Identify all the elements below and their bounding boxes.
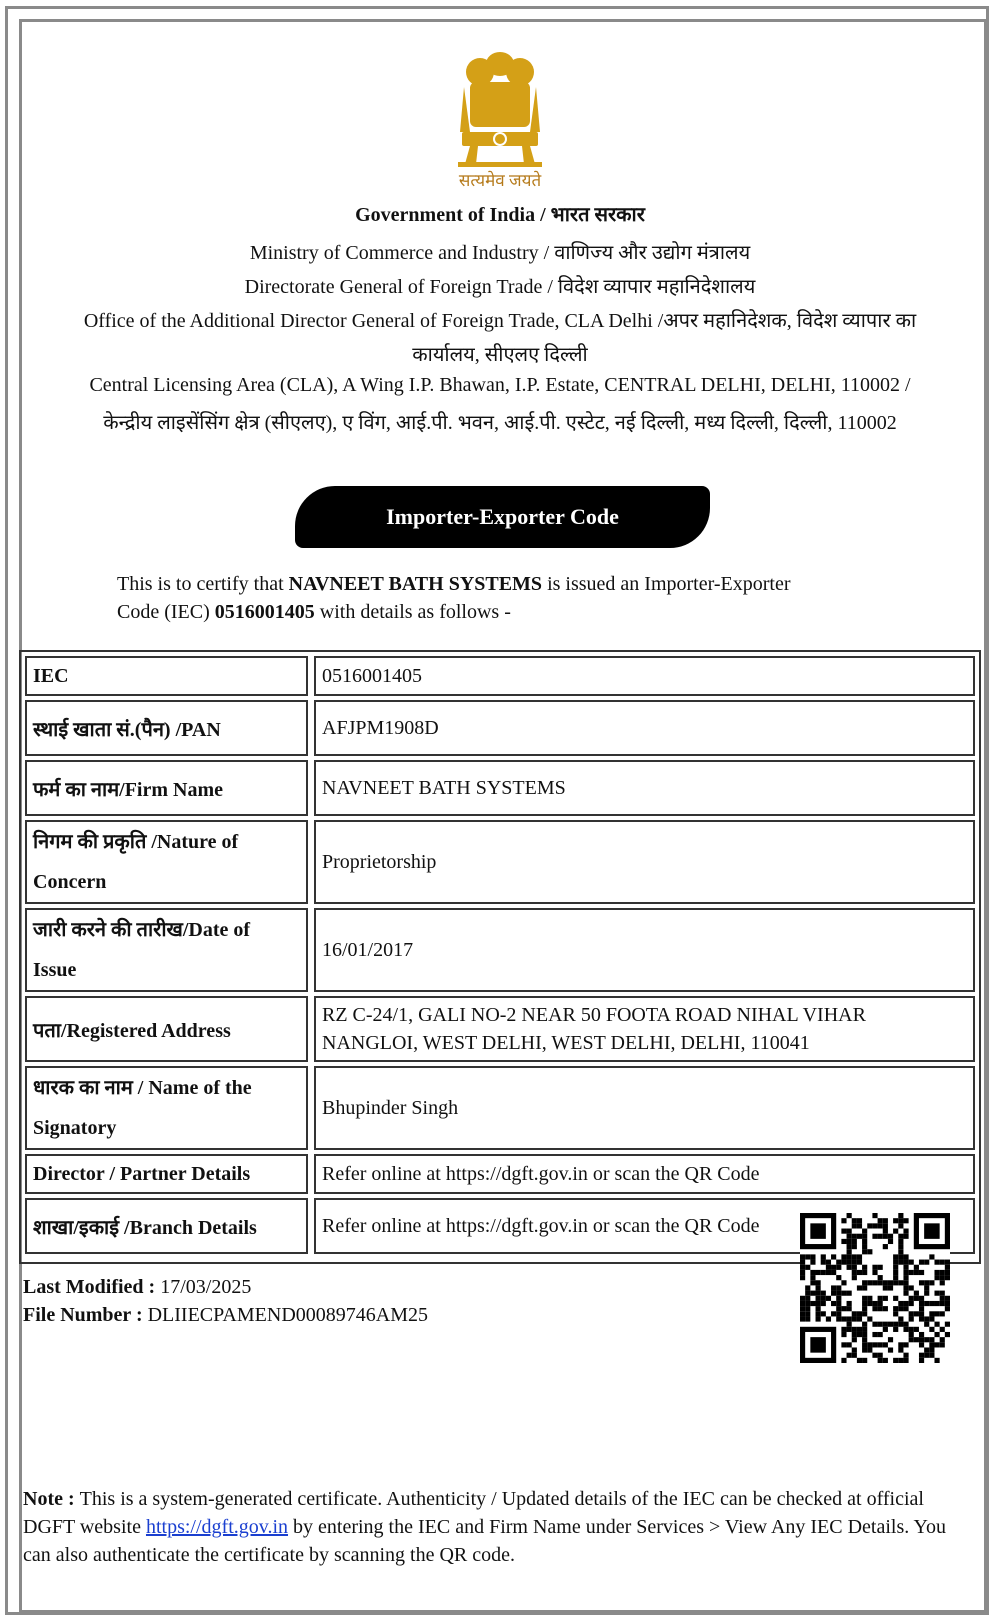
label-director-details: Director / Partner Details	[25, 1154, 308, 1194]
last-modified	[23, 1276, 251, 1299]
header-government: Government of India / भारत सरकार	[355, 204, 645, 226]
header-address-line1: Central Licensing Area (CLA), A Wing I.P. Bhawan, I.P. Estate, CENTRAL DELHI, DELHI, 110002 /	[89, 374, 911, 396]
last-modified-value: 17/03/2025	[160, 1276, 252, 1298]
file-number-label: File Number :	[23, 1304, 148, 1326]
note-label: Note :	[23, 1488, 80, 1510]
label-nature-of-concern	[25, 820, 308, 904]
value-director-details: Refer online at https://dgft.gov.in or scan the QR Code	[314, 1154, 975, 1194]
last-modified-label: Last Modified :	[23, 1276, 161, 1298]
details-table	[19, 650, 981, 1264]
value-branch-details: Refer online at https://dgft.gov.in or scan the QR Code	[314, 1198, 975, 1254]
value-nature-of-concern: Proprietorship	[314, 820, 975, 904]
value-firm-name: NAVNEET BATH SYSTEMS	[314, 760, 975, 816]
value-pan: AFJPM1908D	[314, 700, 975, 756]
certification-statement	[117, 570, 877, 626]
label-nature-line2: Concern	[33, 871, 107, 893]
footer-note	[23, 1485, 958, 1569]
cert-prefix: This is to certify that	[117, 573, 289, 595]
label-signatory-line2: Signatory	[33, 1117, 117, 1139]
header-ministry: Ministry of Commerce and Industry / वाणिज्य और उद्योग मंत्रालय	[249, 242, 751, 264]
header-office-line1: Office of the Additional Director General of Foreign Trade, CLA Delhi /अपर महानिदेशक, विदेश व्यापार का	[83, 310, 917, 332]
label-branch-details: शाखा/इकाई /Branch Details	[25, 1198, 308, 1254]
table-row-signatory	[25, 1066, 975, 1150]
certificate-title: Importer-Exporter Code	[295, 486, 710, 548]
table-row-registered-address	[25, 996, 975, 1062]
value-signatory: Bhupinder Singh	[314, 1066, 975, 1150]
label-date-line2: Issue	[33, 959, 77, 981]
note-text2: by entering the IEC and Firm Name under Services > View Any IEC Details. You can also authenticate the certificate by scanning the QR code.	[23, 1516, 946, 1566]
cert-firm-name: NAVNEET BATH SYSTEMS	[288, 573, 543, 595]
file-number	[23, 1304, 428, 1327]
label-signatory	[25, 1066, 308, 1150]
table-row-firm-name	[25, 760, 975, 816]
address-line2: NANGLOI, WEST DELHI, WEST DELHI, DELHI, 110041	[322, 1032, 810, 1054]
value-date-of-issue: 16/01/2017	[314, 908, 975, 992]
label-registered-address: पता/Registered Address	[25, 996, 308, 1062]
table-row-date-of-issue	[25, 908, 975, 992]
file-number-value: DLIIECPAMEND00089746AM25	[147, 1304, 428, 1326]
note-text1: This is a system-generated certificate. Authenticity / Updated details of the IEC can be checked at official DGFT website	[23, 1488, 924, 1538]
emblem-motto: सत्यमेव जयते	[458, 171, 542, 190]
label-firm-name: फर्म का नाम/Firm Name	[25, 760, 308, 816]
cert-middle: is issued an Importer-Exporter	[542, 573, 791, 595]
label-date-of-issue	[25, 908, 308, 992]
value-registered-address	[314, 996, 975, 1062]
label-signatory-line1: धारक का नाम / Name of the	[33, 1077, 252, 1099]
qr-code-icon[interactable]	[800, 1213, 950, 1363]
label-date-line1: जारी करने की तारीख/Date of	[33, 919, 251, 941]
table-row-iec	[25, 656, 975, 696]
cert-line2-prefix: Code (IEC)	[117, 601, 215, 623]
label-pan: स्थाई खाता सं.(पैन) /PAN	[25, 700, 308, 756]
header-dgft: Directorate General of Foreign Trade / विदेश व्यापार महानिदेशालय	[244, 276, 756, 298]
header-office-line2: कार्यालय, सीएलए दिल्ली	[412, 344, 588, 366]
table-row-director-details	[25, 1154, 975, 1194]
label-nature-line1: निगम की प्रकृति /Nature of	[33, 831, 239, 853]
cert-iec: 0516001405	[214, 601, 315, 623]
address-line1: RZ C-24/1, GALI NO-2 NEAR 50 FOOTA ROAD NIHAL VIHAR	[322, 1004, 866, 1026]
table-row-pan	[25, 700, 975, 756]
table-row-nature-of-concern	[25, 820, 975, 904]
value-iec: 0516001405	[314, 656, 975, 696]
dgft-website-link[interactable]: https://dgft.gov.in	[145, 1516, 289, 1538]
cert-suffix: with details as follows -	[314, 601, 511, 623]
label-iec: IEC	[25, 656, 308, 696]
header-address-line2: केन्द्रीय लाइसेंसिंग क्षेत्र (सीएलए), ए विंग, आई.पी. भवन, आई.पी. एस्टेट, नई दिल्ली, मध्य दिल्ली, दिल्ली, 110002	[103, 412, 897, 434]
